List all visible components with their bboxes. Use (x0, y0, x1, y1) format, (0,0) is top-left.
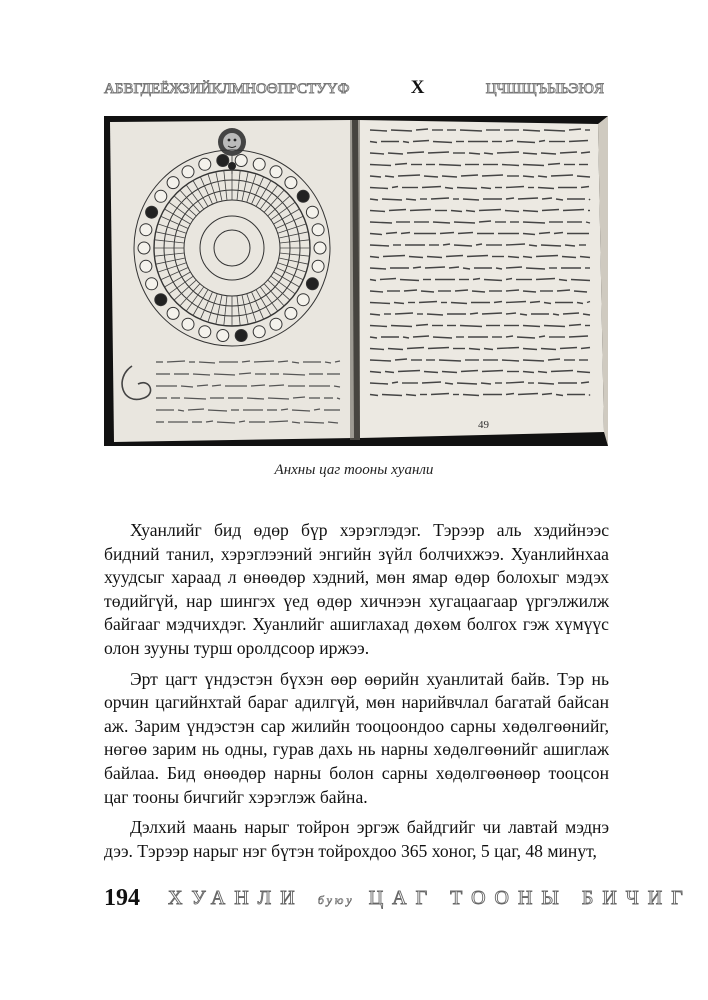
handwriting-stroke (563, 210, 584, 211)
handwriting-stroke (454, 245, 472, 246)
moon-phase-dot (217, 155, 229, 167)
handwriting-stroke (421, 291, 434, 292)
handwriting-stroke (506, 244, 525, 245)
handwriting-stroke (520, 314, 527, 315)
handwriting-stroke (506, 141, 513, 142)
handwriting-stroke (382, 395, 402, 396)
handwriting-stroke (569, 336, 588, 337)
handwriting-stroke (506, 302, 526, 303)
handwriting-stroke (523, 360, 544, 361)
handwriting-stroke (428, 348, 449, 349)
handwriting-stroke (523, 291, 536, 292)
handwriting-stroke (370, 211, 385, 212)
handwriting-stroke (523, 222, 545, 223)
handwriting-stroke (449, 267, 459, 268)
handwriting-stroke (479, 221, 491, 222)
moon-phase-dot (297, 294, 309, 306)
handwriting-stroke (413, 267, 421, 268)
handwriting-stroke (481, 383, 491, 384)
alphabet-header (104, 77, 604, 99)
handwriting-stroke (370, 188, 388, 189)
handwriting-stroke (406, 395, 416, 396)
handwriting-stroke (425, 267, 445, 268)
handwriting-stroke (370, 326, 387, 327)
handwriting-stroke (557, 290, 570, 291)
paragraph: Дэлхий маань нарыг тойрон эргэж байдгийг чи лавтай мэднэ дээ. Тэрээр нарыг нэг бүтэн тойрохдоо 365 хоног, 5 цаг, 48 минут, (104, 817, 609, 861)
moon-phase-dot (182, 318, 194, 330)
handwriting-stroke (388, 153, 403, 154)
handwriting-stroke (548, 359, 560, 360)
manuscript-page-number: 49 (478, 419, 489, 431)
handwriting-stroke (445, 383, 453, 384)
handwriting-stroke (569, 129, 581, 130)
handwriting-stroke (370, 130, 387, 131)
handwriting-stroke (403, 142, 409, 143)
sun-face-icon (218, 128, 246, 156)
handwriting-stroke (416, 325, 428, 326)
handwriting-stroke (473, 279, 480, 280)
handwriting-stroke (551, 175, 573, 176)
handwriting-stroke (523, 153, 537, 154)
handwriting-stroke (370, 142, 377, 143)
handwriting-stroke (443, 244, 450, 245)
handwriting-stroke (413, 141, 429, 142)
handwriting-stroke (422, 187, 441, 188)
handwriting-stroke (518, 394, 538, 395)
moon-phase-dot (270, 166, 282, 178)
moon-phase-dot (146, 206, 158, 218)
handwriting-stroke (370, 165, 391, 166)
handwriting-stroke (370, 234, 382, 235)
handwriting-stroke (461, 371, 478, 372)
handwriting-stroke (428, 152, 449, 153)
moon-phase-dot (306, 206, 318, 218)
handwriting-stroke (442, 176, 457, 177)
handwriting-stroke (424, 372, 438, 373)
moon-phase-dot (155, 294, 167, 306)
handwriting-stroke (551, 371, 573, 372)
page-number: 194 (104, 885, 140, 911)
moon-phase-dot (140, 260, 152, 272)
handwriting-stroke (523, 349, 537, 350)
handwriting-stroke (451, 211, 462, 212)
handwriting-stroke (539, 233, 550, 234)
handwriting-stroke (542, 210, 559, 211)
handwriting-stroke (506, 279, 512, 280)
moon-phase-dot (199, 326, 211, 338)
moon-phase-dot (312, 224, 324, 236)
handwriting-stroke (541, 349, 556, 350)
handwriting-stroke (574, 291, 587, 292)
handwriting-stroke (565, 245, 575, 246)
moon-phase-dot (314, 242, 326, 254)
handwriting-stroke (548, 164, 560, 165)
handwriting-stroke (506, 267, 522, 268)
running-title-part: ХУАНЛИ (168, 887, 304, 909)
handwriting-stroke (370, 222, 392, 223)
handwriting-stroke (529, 245, 537, 246)
moon-phase-dot (285, 177, 297, 189)
handwriting-stroke (518, 198, 538, 199)
handwriting-stroke (431, 394, 449, 395)
calendar-manuscript-photo (104, 116, 608, 446)
handwriting-stroke (506, 290, 519, 291)
handwriting-stroke (370, 153, 384, 154)
moon-phase-dot (235, 155, 247, 167)
moon-phase-dot (199, 158, 211, 170)
paragraph: Эрт цагт үндэстэн бүхэн өөр өөрийн хуанлитай байв. Тэр нь орчин цагийнхтай бараг адилгүй, мөн нарийвчлал багатай байсан аж. Зарим үндэстэн сар жилийн тооцоондоо сарны хөдөлгөөнийг, нөгөө зарим нь одны, гурав дахь нь нарны хөдөлгөөнийг ашиглаж байлаа. Бид өнөөдөр нарны болон сарны хөдөлгөөнөөр тооцсон цаг тооны бичгийг хэрэглэж байна. (104, 668, 609, 807)
handwriting-stroke (370, 280, 376, 281)
handwriting-stroke (433, 337, 452, 338)
moon-phase-dot (140, 224, 152, 236)
handwriting-stroke (571, 280, 590, 281)
moon-phase-dot (312, 260, 324, 272)
handwriting-stroke (370, 360, 391, 361)
handwriting-stroke (523, 257, 532, 258)
handwriting-stroke (431, 198, 449, 199)
handwriting-stroke (538, 383, 554, 384)
moon-phase-dot (270, 318, 282, 330)
handwriting-stroke (523, 234, 535, 235)
handwriting-stroke (406, 199, 416, 200)
handwriting-stroke (463, 395, 479, 396)
handwriting-stroke (505, 211, 519, 212)
handwriting-stroke (463, 268, 470, 269)
handwriting-stroke (370, 303, 390, 304)
handwriting-stroke (577, 303, 583, 304)
handwriting-stroke (469, 349, 480, 350)
handwriting-stroke (479, 210, 501, 211)
handwriting-stroke (395, 313, 413, 314)
handwriting-stroke (370, 395, 378, 396)
handwriting-stroke (589, 395, 590, 396)
handwriting-stroke (587, 302, 590, 303)
handwriting-stroke (470, 313, 478, 314)
handwriting-stroke (560, 348, 577, 349)
moon-phase-dot (253, 158, 265, 170)
handwriting-stroke (410, 210, 431, 211)
handwriting-stroke (395, 164, 407, 165)
handwriting-stroke (560, 152, 577, 153)
handwriting-stroke (385, 176, 394, 177)
handwriting-stroke (484, 349, 493, 350)
page-footer (104, 885, 692, 912)
handwriting-stroke (523, 176, 534, 177)
handwriting-stroke (541, 153, 556, 154)
handwriting-stroke (497, 348, 519, 349)
moon-phase-dot (138, 242, 150, 254)
handwriting-stroke (536, 256, 558, 257)
handwriting-stroke (389, 210, 406, 211)
handwriting-stroke (370, 245, 389, 246)
handwriting-stroke (460, 130, 482, 131)
handwriting-stroke (581, 348, 590, 349)
moon-phase-dot (253, 326, 265, 338)
moon-phase-dot (146, 278, 158, 290)
handwriting-stroke (538, 176, 547, 177)
handwriting-stroke (392, 187, 398, 188)
handwriting-stroke (517, 337, 535, 338)
handwriting-stroke (370, 337, 377, 338)
handwriting-stroke (526, 268, 545, 269)
handwriting-stroke (407, 348, 424, 349)
handwriting-stroke (506, 187, 524, 188)
handwriting-stroke (553, 314, 559, 315)
handwriting-stroke (391, 130, 412, 131)
handwriting-stroke (398, 371, 420, 372)
handwriting-stroke (455, 290, 468, 291)
handwriting-stroke (433, 142, 452, 143)
handwriting-stroke (580, 257, 590, 258)
moon-phase-dot (297, 190, 309, 202)
paragraph: Хуанлийг бид өдөр бүр хэрэглэдэг. Тэрээр аль хэдийнээс бидний танил, хэрэглээний энгийн зүйл болчихжээ. Хуанлийнхаа хуудсыг хараад л өнөөдөр хэдний, мөн ямар өдөр болохыг мэдэх төдийгүй, нар шингэх үед өдөр хичнээн хугацаагаар үргэлжилж байгааг мэдчихдэг. Хуанлийг ашиглахад дөхөм болгох гэж хүмүүс олон зууны турш оролдсоор иржээ. (104, 520, 609, 658)
handwriting-stroke (542, 198, 552, 199)
handwriting-stroke (496, 268, 502, 269)
handwriting-stroke (398, 175, 420, 176)
handwriting-stroke (523, 326, 540, 327)
handwriting-stroke (370, 199, 378, 200)
handwriting-stroke (523, 372, 534, 373)
handwriting-stroke (407, 152, 424, 153)
handwriting-stroke (539, 141, 545, 142)
handwriting-stroke (370, 291, 383, 292)
handwriting-stroke (577, 176, 590, 177)
handwriting-stroke (460, 326, 482, 327)
figure-caption: Анхны цаг тооны хуанли (274, 462, 434, 478)
handwriting-stroke (506, 313, 516, 314)
handwriting-stroke (442, 372, 457, 373)
handwriting-stroke (413, 336, 429, 337)
handwriting-stroke (538, 372, 547, 373)
alphabet-letters-before: АБВГДЕЁЖЗИЙКЛМНОӨПРСТУҮФ (104, 81, 350, 97)
handwriting-stroke (380, 279, 396, 280)
handwriting-stroke (382, 199, 402, 200)
handwriting-stroke (556, 199, 563, 200)
handwriting-stroke (581, 187, 589, 188)
handwriting-stroke (497, 152, 519, 153)
handwriting-stroke (542, 394, 552, 395)
handwriting-stroke (469, 153, 480, 154)
body-text (104, 519, 609, 870)
handwriting-stroke (385, 372, 394, 373)
handwriting-stroke (401, 233, 410, 234)
handwriting-stroke (581, 152, 590, 153)
handwriting-stroke (569, 141, 588, 142)
handwriting-stroke (484, 280, 502, 281)
handwriting-stroke (538, 188, 554, 189)
handwriting-stroke (440, 233, 454, 234)
handwriting-stroke (370, 314, 380, 315)
handwriting-stroke (502, 165, 519, 166)
handwriting-stroke (577, 372, 590, 373)
handwriting-stroke (422, 382, 441, 383)
handwriting-stroke (370, 372, 381, 373)
handwriting-stroke (556, 395, 563, 396)
moon-phase-dot (155, 190, 167, 202)
handwriting-stroke (506, 198, 514, 199)
handwriting-stroke (523, 165, 544, 166)
handwriting-stroke (394, 303, 404, 304)
handwriting-stroke (403, 337, 409, 338)
handwriting-stroke (457, 188, 477, 189)
handwriting-stroke (563, 313, 579, 314)
handwriting-stroke (544, 326, 565, 327)
handwriting-stroke (400, 280, 419, 281)
running-title-part: ЦАГ ТООНЫ БИЧИГ (368, 887, 692, 909)
handwriting-stroke (586, 222, 590, 223)
handwriting-stroke (439, 360, 461, 361)
handwriting-stroke (445, 188, 453, 189)
running-title (168, 887, 692, 910)
handwriting-stroke (416, 129, 428, 130)
alphabet-highlight-letter: Х (410, 77, 425, 98)
handwriting-stroke (482, 313, 502, 314)
running-title-connector: буюу (317, 893, 355, 907)
moon-phase-dot (167, 307, 179, 319)
alphabet-letters-after: ЦЧШЩЪЫЬЭЮЯ (485, 81, 604, 97)
handwriting-stroke (494, 302, 502, 303)
moon-phase-dot (235, 330, 247, 342)
handwriting-stroke (554, 233, 563, 234)
moon-phase-dot (167, 177, 179, 189)
handwriting-stroke (506, 382, 524, 383)
handwriting-stroke (530, 302, 540, 303)
handwriting-stroke (395, 359, 407, 360)
handwriting-stroke (454, 222, 475, 223)
handwriting-stroke (482, 371, 503, 372)
handwriting-stroke (476, 244, 482, 245)
handwriting-stroke (404, 290, 417, 291)
handwriting-stroke (391, 326, 412, 327)
handwriting-stroke (383, 256, 405, 257)
moon-phase-dot (285, 307, 297, 319)
moon-phase-dot (217, 330, 229, 342)
handwriting-stroke (409, 257, 423, 258)
handwriting-stroke (446, 256, 463, 257)
handwriting-stroke (433, 222, 450, 223)
handwriting-stroke (463, 199, 479, 200)
handwriting-stroke (461, 175, 478, 176)
handwriting-stroke (541, 245, 561, 246)
handwriting-stroke (451, 303, 467, 304)
handwriting-stroke (536, 279, 555, 280)
handwriting-stroke (424, 176, 438, 177)
handwriting-stroke (419, 302, 437, 303)
handwriting-stroke (370, 257, 379, 258)
handwriting-stroke (583, 314, 590, 315)
handwriting-stroke (589, 199, 590, 200)
handwriting-stroke (569, 325, 581, 326)
handwriting-stroke (392, 382, 398, 383)
handwriting-stroke (581, 382, 589, 383)
handwriting-stroke (467, 256, 488, 257)
handwriting-stroke (386, 233, 397, 234)
handwriting-stroke (523, 130, 540, 131)
handwriting-stroke (506, 336, 513, 337)
handwriting-stroke (544, 130, 565, 131)
handwriting-stroke (472, 291, 485, 292)
handwriting-stroke (502, 360, 519, 361)
handwriting-stroke (457, 383, 477, 384)
handwriting-stroke (388, 349, 403, 350)
handwriting-stroke (508, 257, 519, 258)
handwriting-stroke (482, 175, 503, 176)
handwriting-stroke (458, 233, 473, 234)
handwriting-stroke (466, 211, 475, 212)
handwriting-stroke (506, 394, 514, 395)
handwriting-stroke (370, 176, 381, 177)
handwriting-stroke (427, 257, 442, 258)
handwriting-stroke (523, 211, 538, 212)
handwriting-stroke (370, 383, 388, 384)
handwriting-stroke (562, 257, 576, 258)
moon-phase-dot (182, 166, 194, 178)
handwriting-stroke (439, 165, 461, 166)
handwriting-stroke (517, 142, 535, 143)
handwriting-stroke (370, 349, 384, 350)
handwriting-stroke (370, 268, 386, 269)
handwriting-stroke (559, 280, 567, 281)
handwriting-stroke (544, 303, 551, 304)
handwriting-stroke (481, 188, 491, 189)
handwriting-stroke (539, 336, 545, 337)
moon-phase-dot (306, 278, 318, 290)
handwriting-stroke (484, 153, 493, 154)
handwriting-stroke (427, 314, 443, 315)
